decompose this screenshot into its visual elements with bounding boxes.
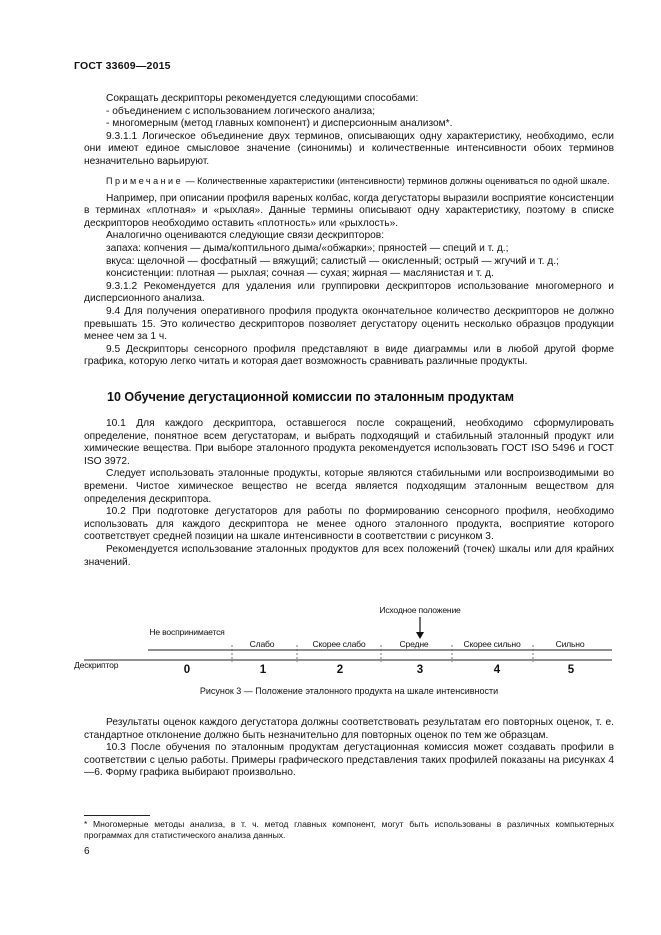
start-arrow-head [416,632,424,639]
list-item: - объединением с использованием логического анализа; [106,105,376,117]
paragraph: Рекомендуется использование эталонных продуктов для всех положений (точек) шкалы или для крайних значений. [84,543,614,568]
level-number-2: 2 [336,664,344,676]
page-number: 6 [84,846,90,857]
paragraph: Результаты оценок каждого дегустатора должны соответствовать результатам его повторных оценок, т. е. стандартное отклонение должно быть незначительно для повторных оценок по тем же образцам. [84,717,614,741]
paragraph: Например, при описании профиля вареных колбас, когда дегустаторы выразили восприятие консистенции в терминах «плотная» и «рыхлая». Данные термины описывают одну характеристику, поэтому в списке дескрипторов необходимо оставить «плотность» или «рыхлость». [84,192,614,229]
level-label-1: Слабо [249,639,275,649]
level-label-2: Скорее слабо [312,639,366,649]
clause-9-5: 9.5 Дескрипторы сенсорного профиля представляют в виде диаграммы или в любой другой форме графика, которую легко читать и которая дает возможность сравнивать различные продукты. [84,343,614,368]
level-label-5: Сильно [555,639,585,649]
clause-10-2: 10.2 При подготовке дегустаторов для работы по формированию сенсорного профиля, необходимо использовать для каждого дескриптора не менее одного эталонного продукта, восприятие которого соответствует средней позиции на шкале интенсивности в соответствии с рисунком 3. [84,506,614,543]
level-label-4: Скорее сильно [463,639,521,649]
paragraph: Аналогично оцениваются следующие связи дескрипторов: [106,230,385,242]
level-number-5: 5 [567,664,575,676]
clause-10-3: 10.3 После обучения по эталонным продуктам дегустационная комиссия может создавать профили в соответствии с целью работы. Примеры графического представления таких профилей показаны на рисунках 4—6. Форму графика выбирают произвольно. [84,742,614,779]
clause-10-1: 10.1 Для каждого дескриптора, оставшегося после сокращений, необходимо сформулировать определение, понятное всем дегустаторам, и выбрать подходящий и стабильный эталонный продукт или химические вещества. При выборе эталонного продукта рекомендуется использовать ГОСТ ISO 5496 и ГОСТ ISO 3972. [84,418,614,467]
level-number-3: 3 [416,664,424,676]
footnote: * Многомерные методы анализа, в т. ч. метод главных компонент, могут быть использованы в различных компьютерных программах для статистического анализа данных. [84,819,614,840]
level-number-0: 0 [183,664,191,676]
level-number-1: 1 [259,664,267,676]
descriptor-label: Дескриптор [74,660,119,670]
start-position-label: Исходное положение [379,605,461,615]
paragraph: Сокращать дескрипторы рекомендуется следующими способами: [106,93,419,104]
footnote-divider [84,815,150,816]
note [84,175,614,187]
clause-9-3-1-2: 9.3.1.2 Рекомендуется для удаления или группировки дескрипторов использование многомерного и дисперсионного анализа. [84,280,614,305]
section-10-heading: 10 Обучение дегустационной комиссии по эталонным продуктам [107,390,515,404]
figure-caption: Рисунок 3 — Положение эталонного продукта на шкале интенсивности [199,686,499,696]
list-item: - многомерным (метод главных компонент) и дисперсионным анализом*. [106,118,453,130]
section-9-continued [84,93,614,369]
note-text: — Количественные характеристики (интенсивности) терминов должны оцениваться по одной шкале. [183,175,610,186]
clause-9-3-1-1: 9.3.1.1 Логическое объединение двух терминов, описывающих одну характеристику, необходимо, если они имеют единое смысловое значение (синонимы) и количественные интенсивности обоих терминов незначительно варьируют. [84,130,614,167]
paragraph: Следует использовать эталонные продукты, которые являются стабильными или воспроизводимыми во времени. Чистое химическое вещество не всегда является подходящим эталонным веществом для определения дескриптора. [84,468,614,505]
section-10-continued [84,717,614,780]
document-header: ГОСТ 33609—2015 [74,60,171,72]
section-10-body [84,418,614,569]
list-item: вкуса: щелочной — фосфатный — вяжущий; салистый — окисленный; острый — жгучий и т. д.; [106,255,559,267]
level-number-4: 4 [493,664,501,676]
note-label: Примечание [106,175,184,186]
level-label-0: Не воспринимается [149,627,225,637]
list-item: запаха: копчения — дыма/коптильного дыма/«обжарки»; пряностей — специй и т. д.; [106,242,509,254]
list-item: консистенции: плотная — рыхлая; сочная — сухая; жирная — маслянистая и т. д. [106,268,494,280]
level-label-3: Средне [399,639,429,649]
clause-9-4: 9.4 Для получения оперативного профиля продукта окончательное количество дескрипторов не должно превышать 15. Это количество дескрипторов позволяет дегустатору оценить несколько образцов продукции менее чем за 1 ч. [84,305,614,343]
